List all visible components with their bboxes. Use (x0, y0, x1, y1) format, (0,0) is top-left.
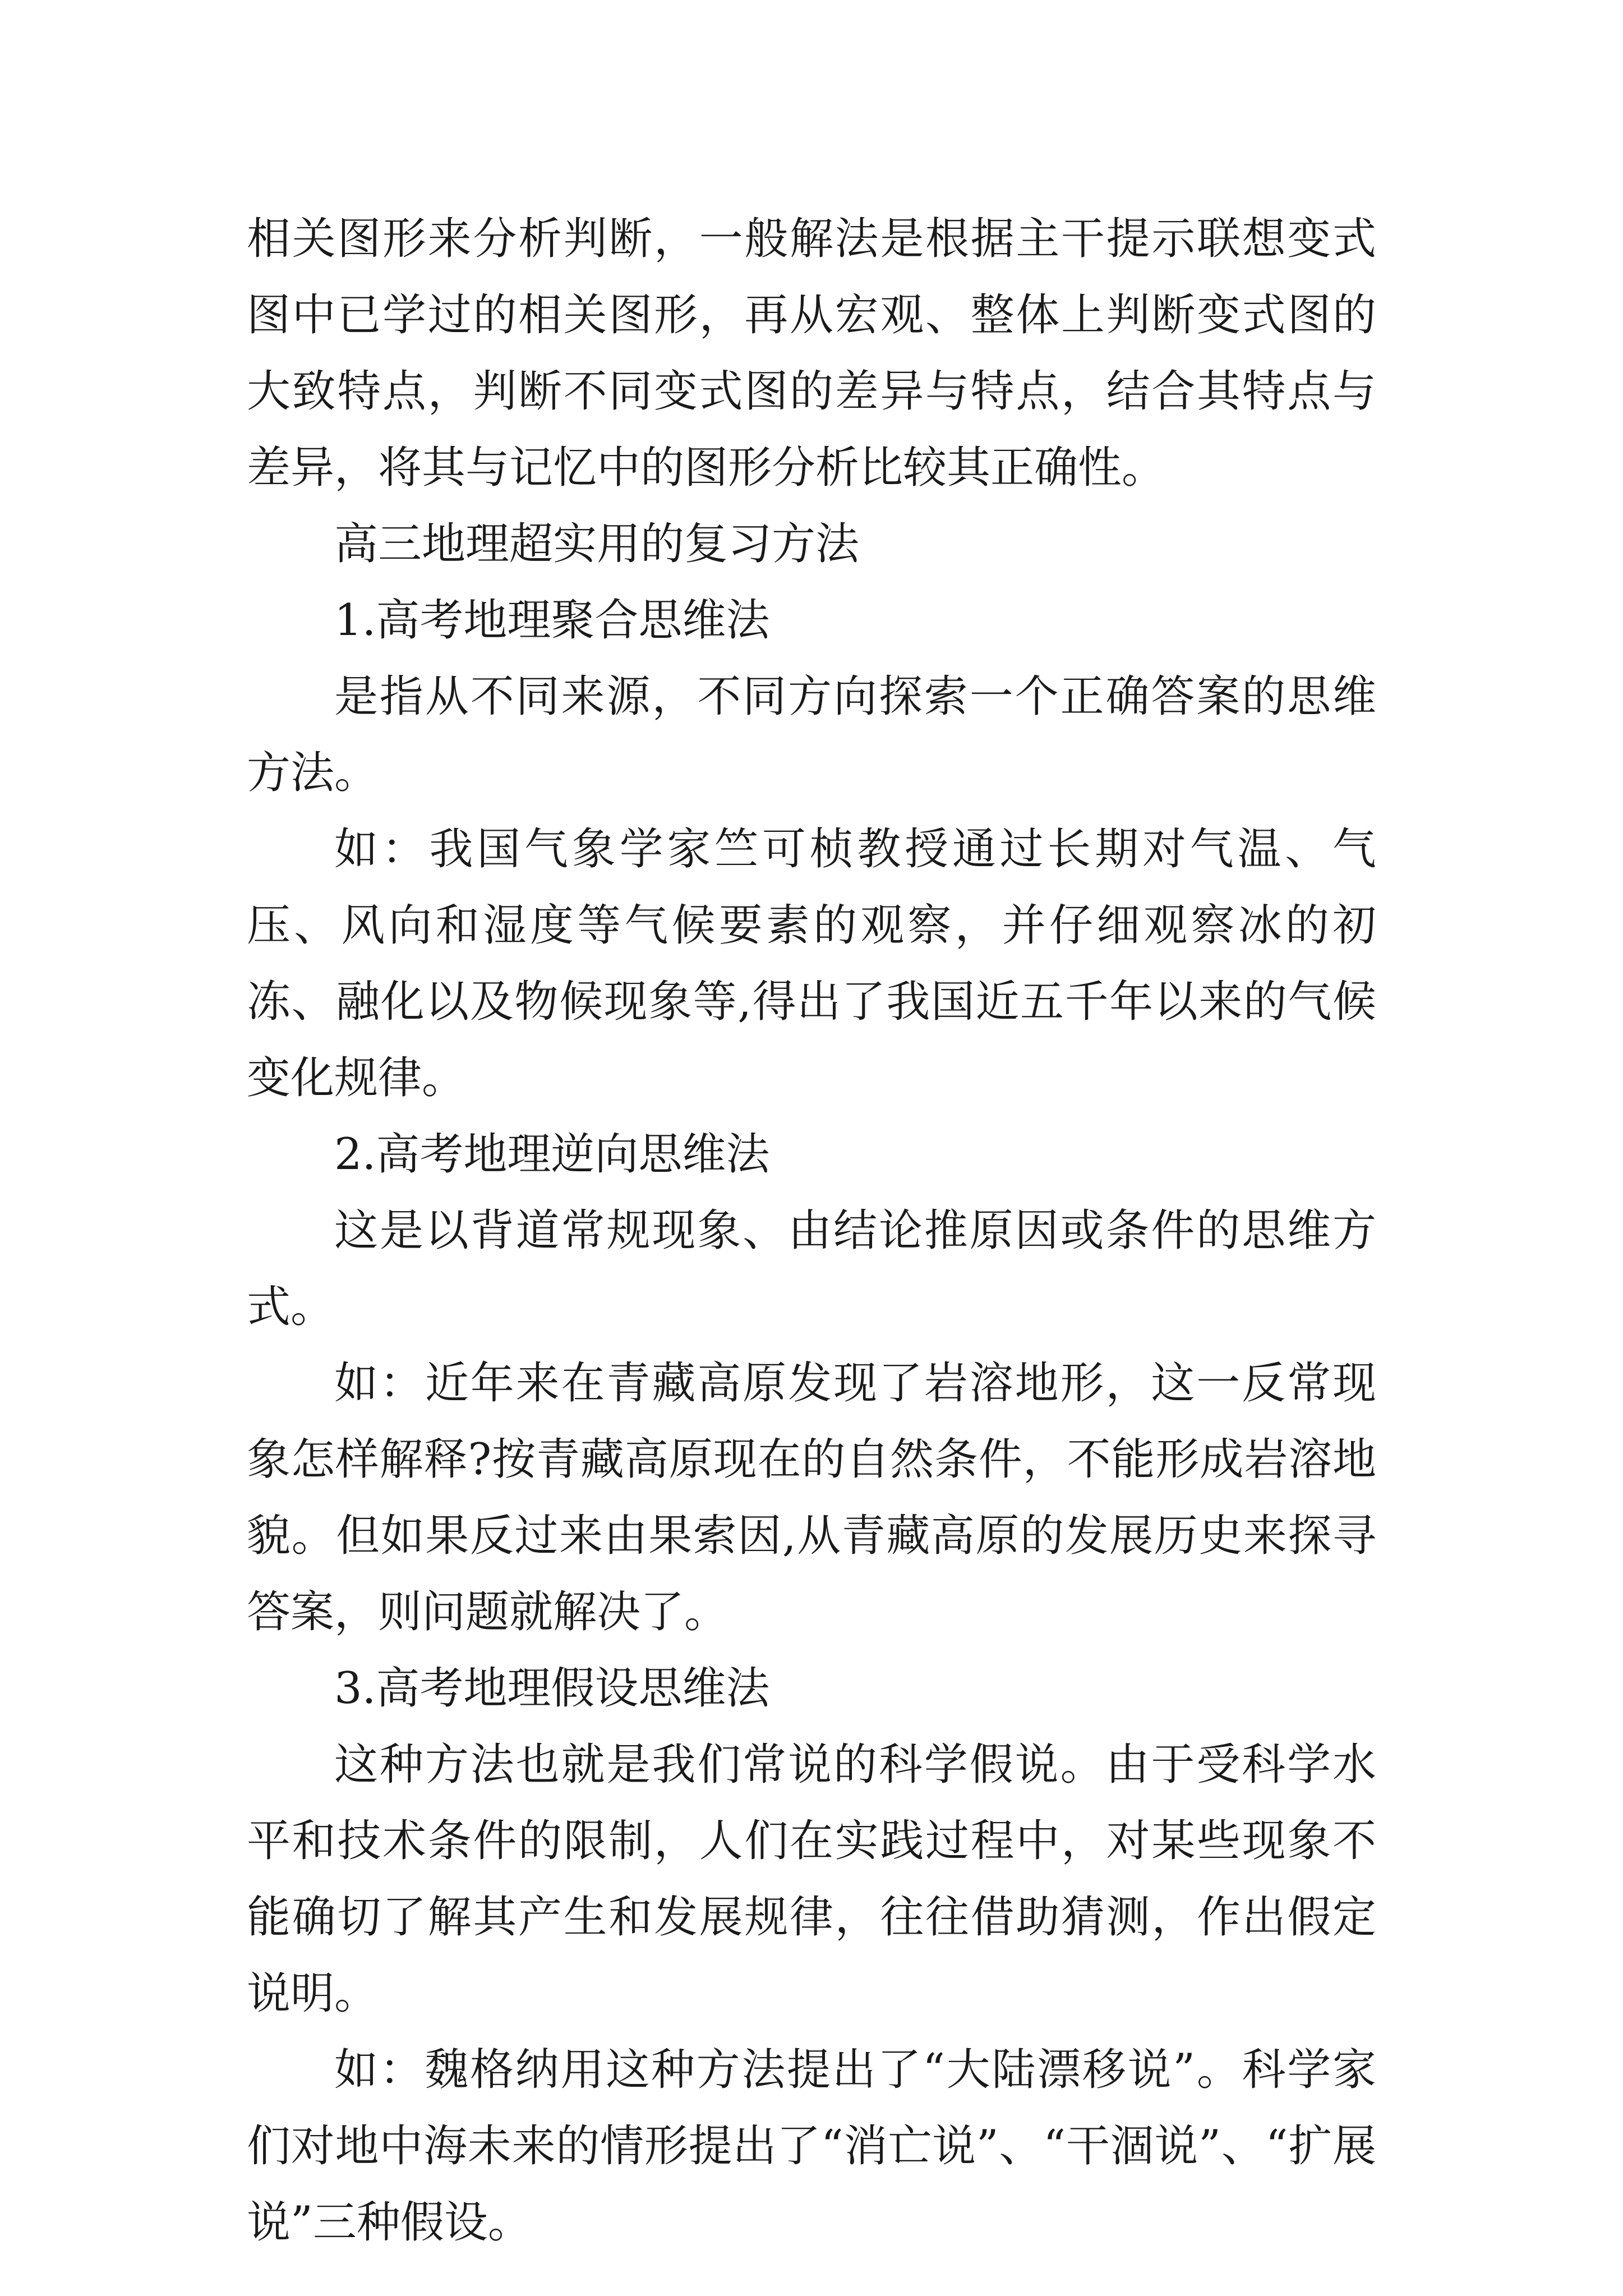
method-example-2: 如：近年来在青藏高原发现了岩溶地形，这一反常现象怎样解释?按青藏高原现在的自然条件，不能形成岩溶地貌。但如果反过来由果索因,从青藏高原的发展历史来探寻答案，则问题就解决了。 (247, 1358, 1376, 1637)
method-description-1: 是指从不同来源，不同方向探索一个正确答案的思维方法。 (247, 671, 1376, 798)
method-heading-2: 2.高考地理逆向思维法 (334, 1129, 770, 1180)
method-description-2: 这是以背道常规现象、由结论推原因或条件的思维方式。 (247, 1205, 1376, 1332)
method-example-3: 如：魏格纳用这种方法提出了“大陆漂移说”。科学家们对地中海未来的情形提出了“消亡说”、“干涸说”、“扩展说”三种假设。 (247, 2045, 1376, 2248)
document-body (247, 201, 1376, 2261)
method-example-1: 如：我国气象学家竺可桢教授通过长期对气温、气压、风向和湿度等气候要素的观察，并仔细观察冰的初冻、融化以及物候现象等,得出了我国近五千年以来的气候变化规律。 (247, 824, 1376, 1103)
method-heading-1: 1.高考地理聚合思维法 (334, 595, 770, 646)
method-description-3: 这种方法也就是我们常说的科学假说。由于受科学水平和技术条件的限制，人们在实践过程中，对某些现象不能确切了解其产生和发展规律，往往借助猜测，作出假定说明。 (247, 1740, 1376, 2019)
method-heading-3: 3.高考地理假设思维法 (334, 1663, 770, 1714)
section-heading: 高三地理超实用的复习方法 (334, 519, 860, 569)
paragraph-continuation: 相关图形来分析判断，一般解法是根据主干提示联想变式图中已学过的相关图形，再从宏观、整体上判断变式图的大致特点，判断不同变式图的差异与特点，结合其特点与差异，将其与记忆中的图形分析比较其正确性。 (247, 214, 1376, 493)
